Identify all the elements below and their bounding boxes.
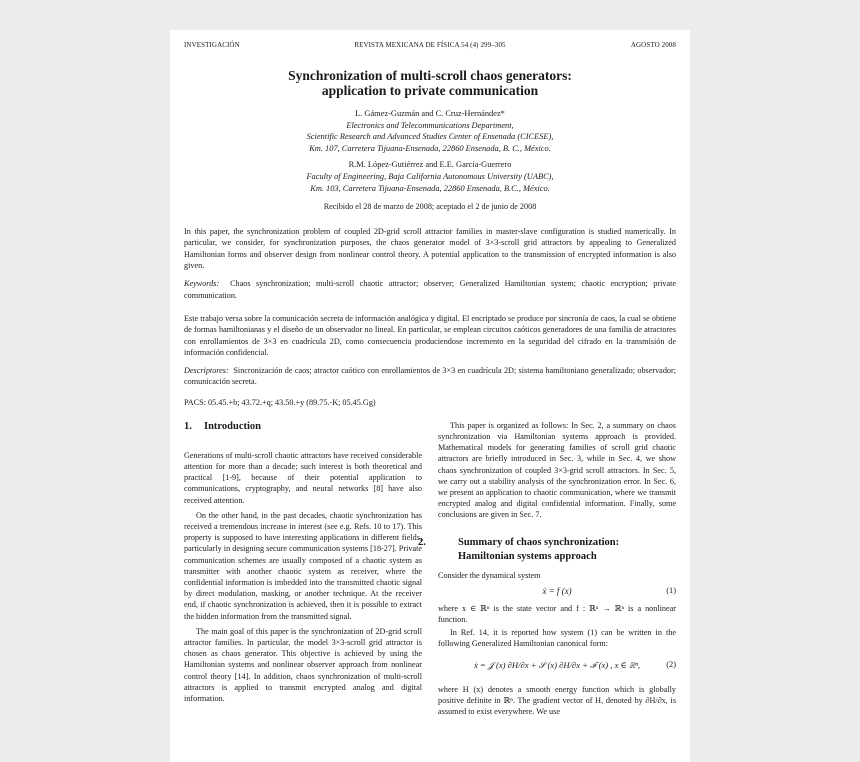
abstract-english: In this paper, the synchronization problem of coupled 2D-grid scroll attractor families in master-slave configuration is studied numerically. In particular, we consider, for synchronization purposes, the chaos generator model of 3×3-scroll grid attractors by appealing to Generalized Hamiltonian forms and observer design from nonlinear control theory. A potential application to the transmission of encrypted information is also given. <box>184 227 676 271</box>
intro-paragraph-3: The main goal of this paper is the synchronization of 2D-grid scroll attractor families. In particular, the model 3×3-scroll grid attractor is chosen as chaos generator. This objective is achieved by using the Hamiltonian systems and nonlinear observer approach from nonlinear control theory [14]. In addition, chaos synchronization of multi-scroll attractors is applied to transmit encrypted analog and digital information. <box>184 626 422 703</box>
section-2-paragraph-3: In Ref. 14, it is reported how system (1) can be written in the following Generalized Hamiltonian canonical form: <box>438 628 676 649</box>
two-column-body <box>184 420 676 762</box>
section-2-heading <box>418 536 676 564</box>
section-2-title: Summary of chaos synchronization: Hamiltonian systems approach <box>458 536 620 562</box>
paper-page <box>170 30 690 762</box>
affiliation-2-line-1: Faculty of Engineering, Baja California Autonomous University (UABC), <box>306 171 554 181</box>
author-names-2: R.M. López-Gutiérrez and E.E. García-Guerrero <box>348 160 512 170</box>
title-line-1: Synchronization of multi-scroll chaos generators: <box>288 68 572 83</box>
header-date: AGOSTO 2008 <box>630 41 676 49</box>
paper-title <box>184 68 676 98</box>
descriptores-text: Sincronización de caos; atractor caótico con enrollamientos de 3×3 en cuadrícula 2D; sistema hamiltoniano generalizado; observador; comunicación secreta. <box>184 366 677 387</box>
author-block-1 <box>184 108 676 194</box>
equation-2 <box>438 656 676 678</box>
affiliation-1-line-1: Electronics and Telecommunications Department, <box>346 120 514 130</box>
equation-1-label: (1) <box>666 585 676 595</box>
intro-paragraph-2: On the other hand, in the past decades, chaotic synchronization has received a tremendous increase in interest (see e.g. Refs. 10 to 17). This property is supposed to have interesting applications in different fields, particularly in designing secure communication systems [18-27]. Private communication schemes are usually composed of a chaotic system as transmitter with another chaotic system as receiver, where the confidential information is imbedded into the transmitted chaotic signal by direct modulation, masking, or another technique. At the receiver end, if chaotic synchronization is achieved, then it is possible to extract the hidden information from the transmitted signal. <box>184 510 422 621</box>
keywords-label: Keywords: <box>184 279 220 289</box>
page-content <box>184 41 676 762</box>
right-column <box>418 420 676 717</box>
header-section: INVESTIGACIÓN <box>184 41 240 49</box>
section-2-number: 2. <box>418 536 426 548</box>
intro-paragraph-1: Generations of multi-scroll chaotic attractors have received considerable attention for more than a decade; such interest is both theoretical and practical [1-9], because of their potential application to communications, cryptography, and neural networks [8] have also received attention. <box>184 450 422 505</box>
section-1-title: Introduction <box>204 420 261 432</box>
section-2-paragraph-1: Consider the dynamical system <box>438 570 541 580</box>
section-1-number: 1. <box>184 420 192 432</box>
section-2-paragraph-2: where x ∈ ℝⁿ is the state vector and f : ℝⁿ → ℝⁿ is a nonlinear function. <box>438 603 676 624</box>
affiliation-2-line-2: Km. 103, Carretera Tijuana-Ensenada, 22860 Ensenada, B.C., México. <box>310 183 550 193</box>
author-names-1: L. Gámez-Guzmán and C. Cruz-Hernández* <box>355 109 505 118</box>
received-dates: Recibido el 28 de marzo de 2008; aceptado el 2 de junio de 2008 <box>323 202 537 212</box>
section-2-paragraph-4: where H (x) denotes a smooth energy function which is globally positive definite in ℝⁿ. The gradient vector of H, denoted by ∂H/∂x, is assumed to exist everywhere. We use <box>438 684 676 716</box>
running-header <box>184 41 676 55</box>
pacs-codes: PACS: 05.45.+b; 43.72.+q; 43.50.+y (89.75.-K; 05.45.Gg) <box>184 397 376 407</box>
equation-2-expression: ẋ = 𝒥 (x) ∂H/∂x + 𝒮 (x) ∂H/∂x + ℱ (x) , x ∈ ℝⁿ, <box>473 659 641 670</box>
keywords <box>184 278 676 301</box>
affiliation-1-line-3: Km. 107, Carretera Tijuana-Ensenada, 22860 Ensenada, B. C., México. <box>309 143 551 153</box>
keywords-text: Chaos synchronization; multi-scroll chaotic attractor; observer; Generalized Hamiltonian system; chaotic encryption; private communication. <box>184 279 677 300</box>
descriptores <box>184 365 676 388</box>
affiliation-1-line-2: Scientific Research and Advanced Studies Center of Ensenada (CICESE), <box>306 132 554 142</box>
section-1-heading <box>184 420 422 434</box>
header-journal: REVISTA MEXICANA DE FÍSICA 54 (4) 299–305 <box>354 41 506 49</box>
organization-paragraph: This paper is organized as follows: In Sec. 2, a summary on chaos synchronization via Hamiltonian systems approach is provided. Mathematical models for generating families of scroll grid chaotic attractors are briefly introduced in Sec. 3, while in Sec. 4, we show chaos synchronization of coupled 3×3-grid scroll attractors. In Sec. 5, we carry out a stability analysis of the synchronization error. In Sec. 6, we present an application to chaotic communication, where we transmit encrypted analog and digital confidential information. Finally, some conclusions are given in Sec. 7. <box>438 420 676 520</box>
descriptores-label: Descriptores: <box>184 366 229 376</box>
equation-2-label: (2) <box>666 659 676 669</box>
title-line-2: application to private communication <box>321 83 539 98</box>
left-column <box>184 420 422 704</box>
equation-1-expression: ẋ = f (x) <box>542 585 572 596</box>
equation-1 <box>438 586 676 599</box>
abstract-spanish: Este trabajo versa sobre la comunicación secreta de información analógica y digital. El encriptado se produce por sincronía de caos, la cual se obtiene de formas hamiltonianas y el diseño de un observador no lineal. En particular, se emplean circuitos caóticos generadores de una familia de atractores con enrollamientos de 3×3 en cuadrícula 2D, como consecuencia produciendose incremento en la seguridad del cifrado en la transmisión de información confidencial. <box>184 313 676 357</box>
